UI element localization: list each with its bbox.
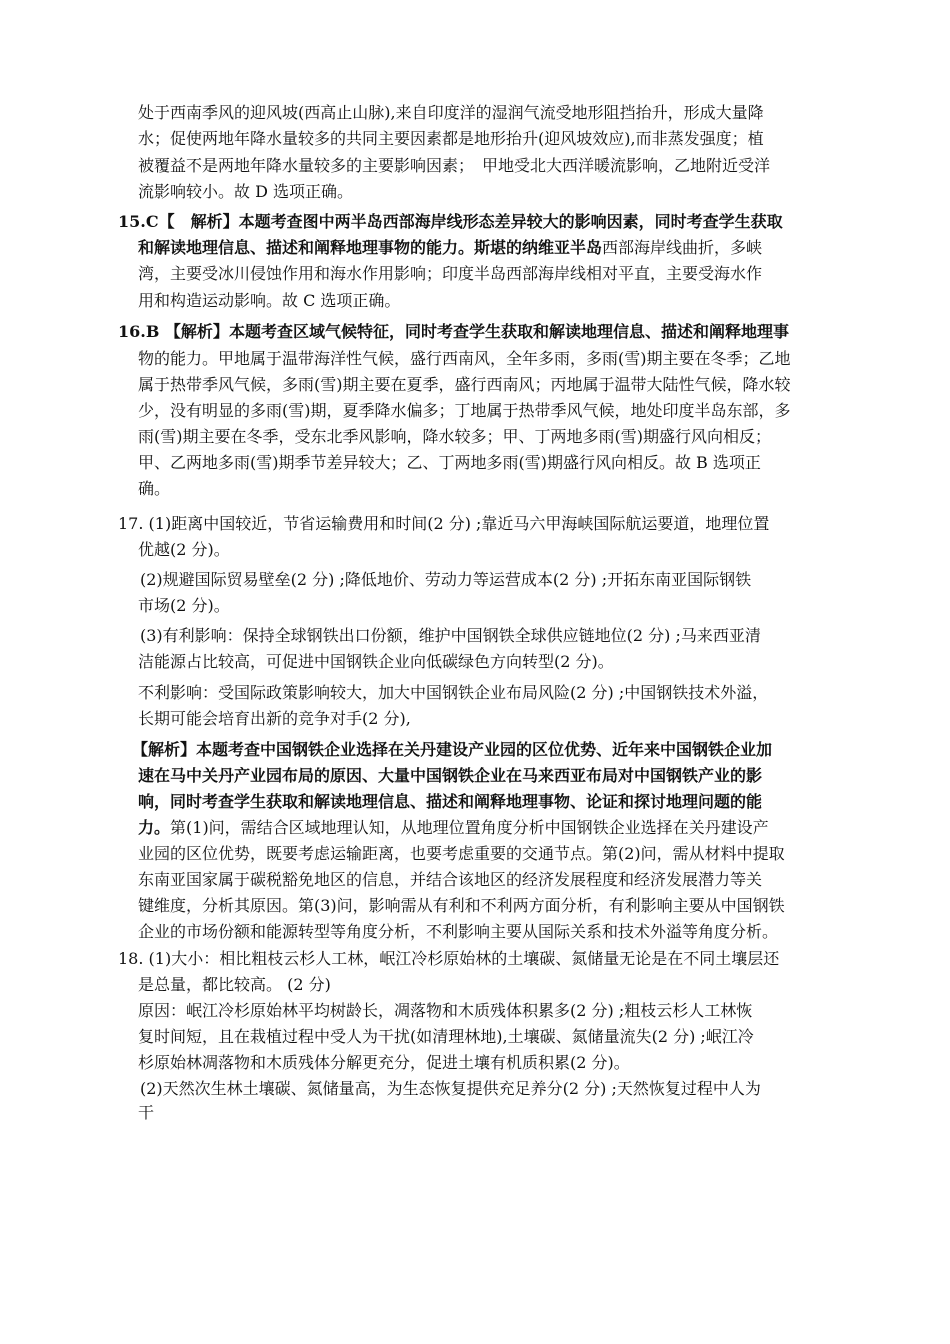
q16-prefix: 16.B 【解析】 — [118, 322, 229, 341]
q16-line-1 — [118, 322, 858, 342]
q18-line-7: 干 — [138, 1103, 155, 1122]
q16-line-5: 雨(雪)期主要在冬季，受东北季风影响，降水较多；甲、丁两地多雨(雪)期盛行风向相反； — [138, 427, 771, 446]
q17-p4-line-1: 不利影响：受国际政策影响较大，加大中国钢铁企业布局风险(2 分) ;中国钢铁技术外溢， — [138, 683, 769, 702]
q17-analysis-line-6: 东南亚国家属于碳税豁免地区的信息，并结合该地区的经济发展程度和经济发展潜力等关 — [138, 870, 763, 889]
q17-analysis-line-5: 业园的区位优势，既要考虑运输距离，也要考虑重要的交通节点。第(2)问，需从材料中提取 — [138, 844, 785, 863]
q17-analysis-line-7: 键维度，分析其原因。第(3)问，影响需从有利和不利两方面分析，有利影响主要从中国钢铁 — [138, 896, 785, 915]
q16-line-3: 属于热带季风气候，多雨(雪)期主要在夏季，盛行西南风；丙地属于温带大陆性气候，降水较 — [138, 375, 791, 394]
q16-line-4: 少，没有明显的多雨(雪)期，夏季降水偏多；丁地属于热带季风气候，地处印度半岛东部，多 — [138, 401, 791, 420]
q18-line-6: (2)天然次生林土壤碳、氮储量高，为生态恢复提供充足养分(2 分) ;天然恢复过程中人为 — [140, 1079, 761, 1098]
q17-analysis-line-1: 【解析】本题考查中国钢铁企业选择在关丹建设产业园的区位优势、近年来中国钢铁企业加 — [132, 740, 773, 759]
q15-prefix: 15.C【 解析】 — [118, 212, 239, 231]
q17-analysis-line-3: 响，同时考查学生获取和解读地理信息、描述和阐释地理事物、论证和探讨地理问题的能 — [138, 792, 763, 811]
q16-line-2: 物的能力。甲地属于温带海洋性气候，盛行西南风，全年多雨，多雨(雪)期主要在冬季；乙地 — [138, 349, 791, 368]
q15-line-3: 湾，主要受冰川侵蚀作用和海水作用影响；印度半岛西部海岸线相对平直，主要受海水作 — [138, 264, 763, 283]
q17-p4-line-2: 长期可能会培育出新的竞争对手(2 分), — [138, 709, 411, 728]
q14-line-3: 被覆益不是两地年降水量较多的主要影响因素； 甲地受北大西洋暖流影响，乙地附近受洋 — [138, 156, 771, 175]
q14-line-4: 流影响较小。故 D 选项正确。 — [138, 182, 354, 201]
q17-p2-line-1: (2)规避国际贸易壁垒(2 分) ;降低地价、劳动力等运营成本(2 分) ;开拓东南亚国际钢铁 — [140, 570, 752, 589]
q17-analysis-line-2: 速在马中关丹产业园布局的原因、大量中国钢铁企业在马来西亚布局对中国钢铁产业的影 — [138, 766, 763, 785]
q15-bold-1: 本题考查图中两半岛西部海岸线形态差异较大的影响因素，同时考查学生获取 — [238, 212, 783, 231]
q15-rest-2: 西部海岸线曲折，多峡 — [602, 238, 763, 257]
q16-line-6: 甲、乙两地多雨(雪)期季节差异较大；乙、丁两地多雨(雪)期盛行风向相反。故 B 选项正 — [138, 453, 761, 472]
q18-line-5: 杉原始林凋落物和木质残体分解更充分，促进土壤有机质积累(2 分)。 — [138, 1053, 630, 1072]
q16-line-7: 确。 — [138, 479, 171, 498]
q18-line-1: 18. (1)大小：相比粗枝云杉人工林，岷江冷杉原始林的土壤碳、氮储量无论是在不同土壤层还 — [118, 949, 780, 968]
q17-analysis-line-8: 企业的市场份额和能源转型等角度分析，不利影响主要从国际关系和技术外溢等角度分析。 — [138, 922, 779, 941]
q18-line-3: 原因：岷江冷杉原始林平均树龄长，凋落物和木质残体积累多(2 分) ;粗枝云杉人工林恢 — [138, 1001, 753, 1020]
q15-line-1 — [118, 212, 858, 232]
q18-line-2: 是总量，都比较高。 (2 分) — [138, 975, 331, 994]
q17-p1-line-1: 17. (1)距离中国较近，节省运输费用和时间(2 分) ;靠近马六甲海峡国际航运要道，地理位置 — [118, 514, 770, 533]
q17-analysis-bold-end: 力。 — [138, 818, 171, 837]
q17-p1-line-2: 优越(2 分)。 — [138, 540, 230, 559]
q17-p3-line-2: 洁能源占比较高，可促进中国钢铁企业向低碳绿色方向转型(2 分)。 — [138, 652, 614, 671]
q15-bold-2: 和解读地理信息、描述和阐释地理事物的能力。斯堪的纳维亚半岛 — [138, 238, 603, 257]
q17-analysis-rest: 第(1)问，需结合区域地理认知，从地理位置角度分析中国钢铁企业选择在关丹建设产 — [170, 818, 769, 837]
q15-line-4: 用和构造运动影响。故 C 选项正确。 — [138, 291, 401, 310]
q16-bold-1: 本题考查区域气候特征，同时考查学生获取和解读地理信息、描述和阐释地理事 — [228, 322, 789, 341]
q17-p3-line-1: (3)有利影响：保持全球钢铁出口份额，维护中国钢铁全球供应链地位(2 分) ;马来西亚清 — [140, 626, 761, 645]
q18-line-4: 复时间短，且在栽植过程中受人为干扰(如清理林地),土壤碳、氮储量流失(2 分) ;岷江冷 — [138, 1027, 754, 1046]
q14-line-1: 处于西南季风的迎风坡(西高止山脉),来自印度洋的湿润气流受地形阻挡抬升，形成大量降 — [138, 103, 764, 122]
q14-line-2: 水；促使两地年降水量较多的共同主要因素都是地形抬升(迎风坡效应),而非蒸发强度；植 — [138, 129, 764, 148]
q15-line-2 — [138, 238, 858, 258]
q17-analysis-line-4 — [138, 818, 858, 838]
q17-p2-line-2: 市场(2 分)。 — [138, 596, 230, 615]
